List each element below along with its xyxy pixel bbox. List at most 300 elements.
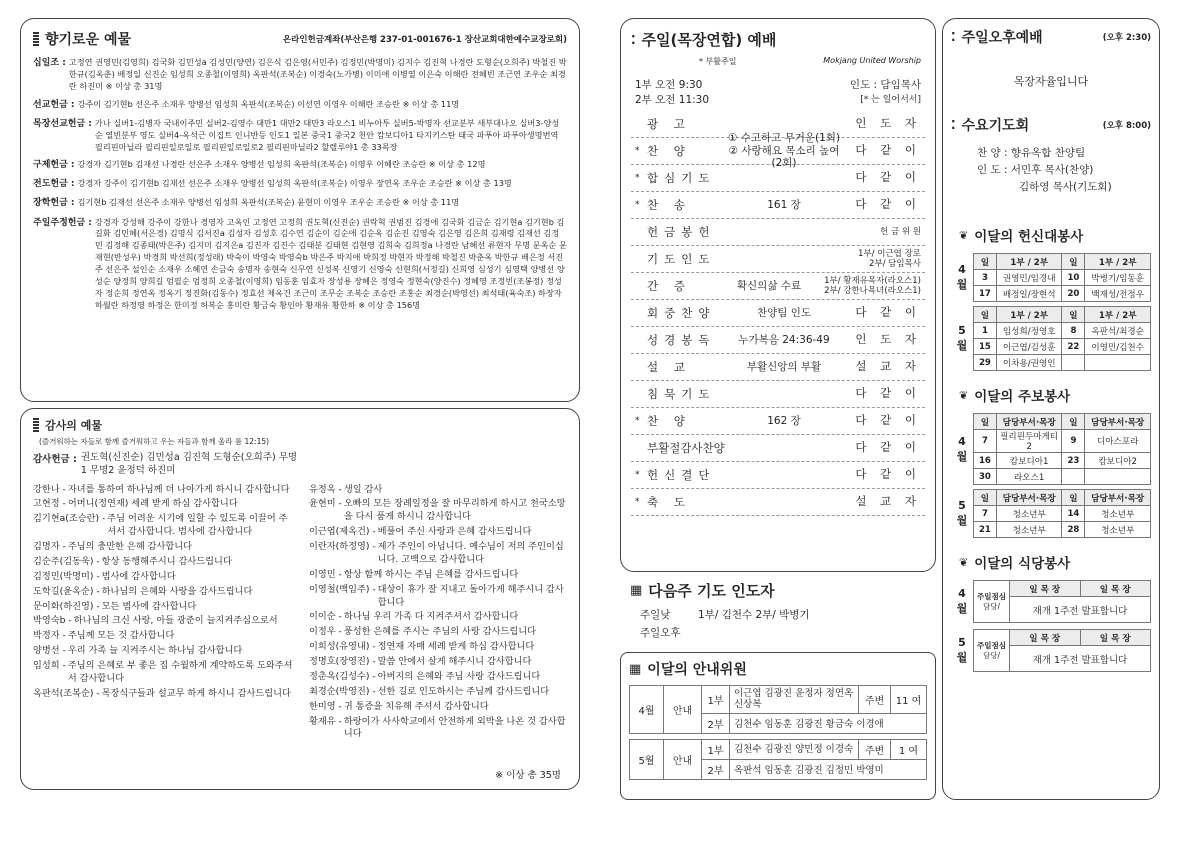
- table-cell: 청소년부: [996, 522, 1062, 538]
- table-cell: 3: [974, 270, 997, 286]
- table-cell: 캄보디아2: [1085, 453, 1151, 469]
- worship-item-title: 회중찬양: [647, 306, 716, 320]
- table-row: [974, 630, 1151, 646]
- kitchen-role-line2: 담당/: [982, 650, 1001, 660]
- thanks-entry: [33, 556, 295, 569]
- worship-item-title: 기도인도: [647, 252, 716, 266]
- guides-part1-names: 이근엽 김광진 윤정자 정연옥 신상복: [730, 686, 859, 714]
- table-cell: 20: [1062, 286, 1085, 302]
- kitchen-title: 이달의 식당봉사: [974, 556, 1071, 573]
- table-cell: 17: [974, 286, 997, 302]
- section-mark-icon: [33, 32, 39, 46]
- table-cell: 박병기/임동훈: [1085, 270, 1151, 286]
- thanks-entry-text: 아버지의 은혜와 주님 사랑 감사드립니다: [377, 670, 541, 682]
- sidebar-box: [942, 18, 1160, 800]
- table-cell: 이차용/권영인: [996, 355, 1062, 371]
- kitchen-month-label: [951, 580, 973, 623]
- worship-item-content: 누가복음 24:36-49: [738, 333, 830, 346]
- thanks-entry-text: 생일 감사: [343, 483, 383, 495]
- thanks-offering-text: 권도혁(신진순) 김민성a 김진혁 도형순(오희주) 무명1 무명2 윤정덕 하진미: [80, 452, 298, 477]
- table-cell: 디아스포라: [1085, 430, 1151, 453]
- table-header-cell: 담당부서·목장: [996, 490, 1062, 506]
- leaf-icon: ❦: [959, 388, 969, 402]
- worship-item-title: 찬 양: [647, 144, 691, 158]
- guides-row: [630, 739, 927, 759]
- offering-section: [33, 178, 567, 191]
- thanks-entry-text: 어머니(정연재) 세례 받게 하심 감사합니다: [67, 498, 238, 510]
- worship-item: [631, 435, 925, 462]
- guides-month: 4월: [630, 686, 664, 734]
- table-cell: 22: [1062, 339, 1085, 355]
- table-cell: 캄보디아1: [996, 453, 1062, 469]
- thanks-entry-text: 우리 가족 늘 지켜주시는 하나님 감사합니다: [67, 645, 243, 657]
- next-prayer-section: [620, 578, 936, 648]
- worship-item: [631, 381, 925, 408]
- table-header: [974, 307, 1151, 323]
- offering-section-names: 강주이 김기현b 선은주 소재우 양병선 임성희 옥판석(조복순) 이선연 이영우 이해란 조승란 ※ 이상 총 11명: [77, 98, 460, 109]
- stand-mark: *: [635, 497, 640, 507]
- offering-box: [20, 18, 580, 402]
- next-prayer-title: 다음주 기도 인도자: [648, 582, 775, 600]
- table-cell: 21: [974, 522, 997, 538]
- offering-section: [33, 99, 567, 112]
- guides-part2-names: 김천수 임동훈 김광진 황금숙 이경애: [730, 713, 927, 733]
- thanks-entry-name: 이영철(백임주) -: [309, 583, 376, 595]
- stand-mark: *: [635, 146, 640, 156]
- wednesday-praise: 찬 양 : 향유옥합 찬양팀: [977, 147, 1086, 159]
- worship-item-person: 1부/ 이근엽 장로 2부/ 담임목사: [858, 248, 921, 269]
- table-header: [974, 414, 1151, 430]
- worship-item-title: 헌신결단: [647, 468, 716, 482]
- stand-mark: *: [635, 173, 640, 183]
- next-prayer-afternoon-label: 주일오후: [640, 627, 681, 639]
- thanks-entry-name: 김명자 -: [33, 541, 66, 553]
- thanks-entry-text: 모든 범사에 감사합니다: [101, 600, 197, 612]
- table-header-cell: 일: [974, 490, 997, 506]
- table-cell: 백재성/전정우: [1085, 286, 1151, 302]
- worship-item-person: 설 교 자: [855, 494, 921, 509]
- guides-title: 이달의 안내위원: [647, 662, 747, 678]
- offering-section: [33, 118, 567, 154]
- kitchen-role: [974, 630, 1010, 672]
- worship-item-person: 1부/ 황재유목자(라오스1) 2부/ 강한나목녀(라오스1): [824, 275, 921, 296]
- worship-item-title: 성경봉독: [647, 333, 716, 347]
- thanks-entry: [309, 641, 567, 654]
- bulletin-tables: [951, 413, 1151, 538]
- thanks-entry-text: 자녀를 통하여 하나님께 더 나아가게 하시니 감사합니다: [67, 483, 290, 495]
- worship-item-title: 침묵기도: [647, 387, 716, 401]
- offering-section: [33, 217, 567, 312]
- table-header-cell: 1부 / 2부: [996, 307, 1062, 323]
- worship-item-content: 찬양팀 인도: [756, 306, 812, 319]
- worship-order: [631, 111, 925, 516]
- thanks-entry-name: 옥판석(조복순) -: [33, 687, 100, 699]
- kitchen-text: 재개 1주전 발표합니다: [1010, 597, 1151, 623]
- month-number: 5: [958, 499, 966, 513]
- thanks-entry: [309, 584, 567, 610]
- service-table: [973, 253, 1151, 302]
- table-header-cell: 일 목 장: [1080, 581, 1151, 597]
- thanks-entry-text: 대상이 휴가 잘 지내고 돌아가게 해주시니 감사합니다: [377, 583, 564, 608]
- offering-section-label: 주일주정헌금 :: [33, 217, 92, 228]
- worship-item-person: 다 같 이: [855, 386, 921, 401]
- thanks-entry-text: 하나님 우리 가족 다 지켜주셔서 감사합니다: [343, 611, 519, 623]
- kitchen-month-label: [951, 629, 973, 672]
- offering-section: [33, 57, 567, 93]
- thanks-entry: [33, 630, 295, 643]
- thanks-entry-text: 주님 어려운 시기에 일할 수 있도록 이끌어 주셔서 감사합니다. 범사에 감사합니다: [107, 513, 288, 538]
- month-number: 4: [958, 434, 966, 448]
- thanks-entry: [309, 569, 567, 582]
- month-unit: 월: [956, 514, 968, 528]
- online-account: 온라인헌금계좌(부산은행 237-01-001676-1 장산교회대한예수교장로회): [282, 35, 567, 45]
- worship-item-person: 다 같 이: [855, 440, 921, 455]
- offering-section-names: 가나 실버1-김병자 국내이주민 실버2-김영수 대만1 대만2 대만3 라오스1 비누아투 실버5-박명자 선교분부 새부대나오 실버3-양성순 열빈분부 영도 실버4-옥석근 이집트 인니반등 인도1 일본 중국1 중국2 천안 캄보디아1 타지키스탄 태국 파푸아 파푸아생명번역 필리핀마닐라 필리핀일로일로 필리핀일로일로2 필리핀마닐라2 할렐루야1 총 33목장: [94, 117, 560, 152]
- thanks-left-column: [33, 484, 295, 744]
- worship-time1: 1부 오전 9:30: [635, 79, 703, 91]
- worship-stand-note: [* 는 일어서서]: [860, 95, 921, 105]
- stand-mark: *: [635, 200, 640, 210]
- table-cell: 28: [1062, 522, 1085, 538]
- table-cell: 청소년부: [1085, 522, 1151, 538]
- thanks-entry-text: 주님의 충만한 은혜 감사합니다: [67, 541, 193, 553]
- worship-item-person: 헌 금 위 원: [880, 226, 921, 237]
- thanks-subtitle: (즐거워하는 자들로 함께 즐거워하고 우는 자들과 함께 울라 롬 12:15): [39, 437, 270, 446]
- thanks-entry: [33, 513, 295, 539]
- thanks-entry-text: 주님의 은혜로 부 좋은 집 수월하게 계약하도록 도와주셔서 감사합니다: [67, 660, 293, 684]
- bulletin-table: [973, 489, 1151, 538]
- dots-icon: ⁚: [951, 30, 956, 44]
- worship-item: [631, 300, 925, 327]
- thanks-entry-text: 항상 함께 하시는 주님 은혜를 감사드립니다: [343, 568, 519, 580]
- table-header: [974, 490, 1151, 506]
- worship-item-title: 광 고: [647, 117, 691, 131]
- worship-item: [631, 246, 925, 273]
- thanks-entry-name: 양병선 -: [33, 645, 66, 657]
- worship-item-title: 부활절감사찬양: [647, 441, 725, 455]
- worship-note: * 부활주일: [699, 57, 737, 66]
- offering-section-label: 십일조 :: [33, 58, 66, 68]
- table-header-cell: 일: [974, 307, 997, 323]
- worship-item-person: 설 교 자: [855, 359, 921, 374]
- month-number: 4: [958, 263, 966, 277]
- thanks-entry-text: 목장식구들과 설교무 하게 하시니 감사드립니다: [101, 687, 291, 699]
- offering-section-label: 전도헌금 :: [33, 179, 75, 190]
- thanks-entry-text: 제가 주인이 아닙니다. 예수님이 저의 주인이십니다. 고백으로 감사합니다: [377, 541, 564, 565]
- thanks-entry-name: 임성희 -: [33, 660, 66, 672]
- worship-item-title: 합심기도: [647, 171, 716, 185]
- guides-part2-names: 옥판석 임동훈 김광진 김정민 박영미: [730, 759, 927, 779]
- table-cell: [1085, 469, 1151, 485]
- kitchen-role-line1: 주일점심: [977, 592, 1006, 602]
- month-unit: 월: [956, 339, 968, 353]
- table-row: [974, 355, 1151, 371]
- thanks-entry: [309, 671, 567, 684]
- thanks-entry-text: 하랑이가 사사학교에서 안전하게 외박을 나온 것 감사합니다: [343, 715, 566, 740]
- table-header-cell: 일 목 장: [1010, 581, 1081, 597]
- thanks-entry: [33, 688, 295, 701]
- table-cell: 이영민/김천수: [1085, 339, 1151, 355]
- table-header-cell: 일: [1062, 254, 1085, 270]
- thanks-entry-text: 하나님의 크신 사랑, 아들 광준이 늘지켜주심으로서: [73, 615, 278, 627]
- guides-part2: 2부: [702, 713, 730, 733]
- worship-item-content: 확신의삶 수료: [736, 279, 802, 292]
- thanks-entry: [33, 601, 295, 614]
- worship-item: [631, 192, 925, 219]
- thanks-entry-name: 박영숙b -: [33, 615, 72, 627]
- worship-item-person: 인 도 자: [855, 332, 921, 347]
- guides-box: [620, 652, 936, 800]
- thanks-entry-text: 오빠의 모든 장례일정을 잘 마무리하게 하시고 천국소망을 다시 품게 하시니 감사합니다: [343, 498, 566, 523]
- worship-item-person: 다 같 이: [855, 305, 921, 320]
- thanks-entry: [33, 484, 295, 497]
- worship-item-title: 헌금봉헌: [647, 225, 716, 239]
- leaf-icon: ❦: [959, 228, 969, 242]
- table-cell: 배정일/장현석: [996, 286, 1062, 302]
- table-cell: 7: [974, 506, 997, 522]
- guides-part1: 1부: [702, 686, 730, 714]
- thanks-offering-label: 감사헌금 :: [33, 454, 77, 465]
- thanks-entry-text: 귀 통증을 치유해 주셔서 감사합니다: [343, 700, 489, 712]
- service-table: [973, 306, 1151, 371]
- table-header-cell: 일: [1062, 307, 1085, 323]
- leaf-icon: ❦: [959, 555, 969, 569]
- wednesday-lead2: 김하영 목사(기도회): [1019, 180, 1112, 193]
- thanks-entry: [33, 571, 295, 584]
- thanks-entry-text: 하나님의 은혜와 사랑을 감사드립니다: [101, 585, 253, 597]
- table-row: [974, 453, 1151, 469]
- month-unit: 월: [956, 449, 968, 463]
- table-row: [974, 286, 1151, 302]
- table-header-cell: 1부 / 2부: [1085, 307, 1151, 323]
- bulletin-table: [973, 413, 1151, 485]
- bulletin-month-label: [951, 489, 973, 538]
- worship-item-content: 161 장: [767, 198, 801, 211]
- worship-item: [631, 408, 925, 435]
- table-cell: 15: [974, 339, 997, 355]
- table-header-cell: 1부 / 2부: [1085, 254, 1151, 270]
- afternoon-title: 주일오후예배: [961, 30, 1043, 46]
- stand-mark: *: [635, 416, 640, 426]
- thanks-entry-text: 정연재 자매 세례 받게 하심 감사합니다: [377, 641, 535, 653]
- worship-item: [631, 462, 925, 489]
- table-cell: 29: [974, 355, 997, 371]
- month-unit: 월: [956, 651, 968, 665]
- table-header-cell: 일: [1062, 414, 1085, 430]
- guides-main-value: 11 여: [891, 686, 927, 714]
- wednesday-title: 수요기도회: [961, 118, 1030, 134]
- table-cell: 7: [974, 430, 997, 453]
- worship-item-person: 다 같 이: [855, 413, 921, 428]
- table-header: [974, 254, 1151, 270]
- worship-item: [631, 354, 925, 381]
- table-cell: [1062, 469, 1085, 485]
- thanks-entry-name: 유정옥 -: [309, 483, 342, 495]
- table-header-cell: 일 목 장: [1080, 630, 1151, 646]
- offering-title: 향기로운 예물: [45, 32, 132, 48]
- thanks-entry-text: 풍성한 은혜를 주시는 주님의 사랑 감사드립니다: [343, 626, 536, 638]
- thanks-entry-name: 최경순(박영진) -: [309, 685, 376, 697]
- table-row: [974, 522, 1151, 538]
- worship-item: [631, 219, 925, 246]
- table-cell: 이근엽/김성훈: [996, 339, 1062, 355]
- table-cell: 10: [1062, 270, 1085, 286]
- afternoon-time: (오후 2:30): [1102, 33, 1151, 43]
- worship-item: [631, 132, 925, 170]
- table-cell: 임성희/정영호: [996, 323, 1062, 339]
- bulletin-title: 이달의 주보봉사: [974, 389, 1071, 406]
- kitchen-table: [973, 580, 1151, 623]
- worship-item-person: 인 도 자: [855, 116, 921, 131]
- service-title: 이달의 헌신대봉사: [974, 229, 1084, 246]
- thanks-box: [20, 408, 580, 790]
- kitchen-month-block: [951, 580, 1151, 623]
- thanks-entry-name: 고현정 -: [33, 498, 66, 510]
- month-unit: 월: [956, 278, 968, 292]
- kitchen-month-block: [951, 629, 1151, 672]
- thanks-entry: [33, 498, 295, 511]
- next-prayer-sunday-label: 주일낮: [640, 609, 671, 621]
- table-header-cell: 일 목 장: [1010, 630, 1081, 646]
- guides-part1-names: 김천수 김광진 양민정 이경숙: [730, 739, 859, 759]
- worship-item: [631, 273, 925, 300]
- table-cell: 16: [974, 453, 997, 469]
- thanks-entry-name: 김정민(박명미) -: [33, 570, 100, 582]
- table-cell: 1: [974, 323, 997, 339]
- bulletin-month-block: [951, 489, 1151, 538]
- afternoon-text: 목장자율입니다: [1013, 75, 1089, 88]
- month-number: 5: [958, 324, 966, 338]
- bulletin-month-label: [951, 413, 973, 485]
- thanks-entry: [309, 484, 567, 497]
- guides-part1: 1부: [702, 739, 730, 759]
- thanks-entry-text: 베풀어 주신 사랑과 은혜 감사드립니다: [377, 526, 532, 538]
- thanks-entry: [309, 611, 567, 624]
- table-header-cell: 일: [974, 414, 997, 430]
- worship-en: Mokjang United Worship: [823, 56, 921, 65]
- table-header-cell: 담당부서·목장: [996, 414, 1062, 430]
- table-row: [974, 430, 1151, 453]
- thanks-entry-text: 선한 길로 인도하시는 주님께 감사드립니다: [377, 685, 550, 697]
- table-cell: 옥판석/최경순: [1085, 323, 1151, 339]
- thanks-entry-name: 황재유 -: [309, 715, 342, 727]
- grid-mark-icon: ▦: [629, 661, 642, 677]
- table-header-cell: 일: [974, 254, 997, 270]
- thanks-entry: [33, 586, 295, 599]
- offering-section-names: 강경자 김기현b 김재선 나경란 선은주 소재우 양병선 임성희 옥판석(조복순) 이영우 이혜란 조승란 ※ 이상 총 12명: [77, 159, 486, 170]
- thanks-entry-name: 이근엽(제옥건) -: [309, 526, 376, 538]
- table-header-cell: 담당부서·목장: [1085, 414, 1151, 430]
- worship-item-title: 찬 양: [647, 414, 691, 428]
- thanks-entry-name: 도학길(윤옥순) -: [33, 585, 100, 597]
- thanks-entry-name: 한미영 -: [309, 700, 342, 712]
- thanks-entry: [309, 716, 567, 742]
- offering-section-names: 강경자 강주이 김기현b 김재선 선은주 소재우 양병선 임성희 옥판석(조복순) 이영우 장연옥 조우순 조승란 ※ 이상 총 13명: [77, 178, 512, 189]
- thanks-entry-name: 박정자 -: [33, 630, 66, 642]
- table-row: [974, 581, 1151, 597]
- month-number: 5: [958, 636, 966, 650]
- thanks-entry: [33, 645, 295, 658]
- kitchen-tables: [951, 580, 1151, 672]
- offering-section-label: 구제헌금 :: [33, 160, 75, 171]
- wednesday-time: (오후 8:00): [1102, 121, 1151, 131]
- worship-item-content: 162 장: [767, 414, 801, 427]
- table-cell: 8: [1062, 323, 1085, 339]
- service-month-label: [951, 306, 973, 371]
- table-row: [974, 323, 1151, 339]
- thanks-entry: [309, 626, 567, 639]
- service-tables: [951, 253, 1151, 371]
- table-cell: 필리핀두마게티2: [996, 430, 1062, 453]
- thanks-entry-name: 강한나 -: [33, 483, 66, 495]
- kitchen-table: [973, 629, 1151, 672]
- offering-sections: [33, 57, 567, 312]
- worship-time2: 2부 오전 11:30: [635, 94, 710, 106]
- worship-lead: 인도 : 담임목사: [849, 79, 921, 91]
- thanks-entry-name: 문이화(하진영) -: [33, 600, 100, 612]
- bulletin-month-block: [951, 413, 1151, 485]
- offering-section-names: 김기현b 김재선 선은주 소재우 양병선 임성희 옥판석(조복순) 윤현미 이영우 조우순 조승란 ※ 이상 총 11명: [77, 197, 460, 208]
- stand-mark: *: [635, 470, 640, 480]
- guides-role: 안내: [664, 686, 702, 734]
- thanks-entry-name: 윤현미 -: [309, 498, 342, 510]
- guides-row: [630, 686, 927, 714]
- thanks-entry: [309, 701, 567, 714]
- thanks-entry: [309, 526, 567, 539]
- thanks-title: 감사의 예물: [45, 419, 102, 432]
- table-row: [974, 339, 1151, 355]
- thanks-entry-name: 이희성(유영내) -: [309, 641, 376, 653]
- table-header-cell: 일: [1062, 490, 1085, 506]
- thanks-entry: [309, 498, 567, 524]
- worship-box: [620, 18, 936, 572]
- kitchen-role: [974, 581, 1010, 623]
- worship-item-content: ① 수고하고 무거운(1회) ② 사랑해요 목소리 높여(2회): [727, 132, 841, 170]
- guides-main: 주변: [859, 739, 891, 759]
- service-month-label: [951, 253, 973, 302]
- table-header-cell: 담당부서·목장: [1085, 490, 1151, 506]
- table-row: [974, 270, 1151, 286]
- next-prayer-sunday-value: 1부/ 김천수 2부/ 박병기: [698, 609, 810, 621]
- guides-main-value: 1 여: [891, 739, 927, 759]
- thanks-entry-text: 항상 동행해주시니 감사드립니다: [101, 555, 232, 567]
- thanks-entry-name: 정명호(장영진) -: [309, 656, 376, 668]
- kitchen-role-line2: 담당/: [982, 601, 1001, 611]
- thanks-entry-text: 범사에 감사합니다: [101, 570, 176, 582]
- service-month-block: [951, 253, 1151, 302]
- thanks-entry-name: 이이순 -: [309, 611, 342, 623]
- table-cell: 14: [1062, 506, 1085, 522]
- offering-section-label: 선교헌금 :: [33, 99, 75, 110]
- worship-item-person: 다 같 이: [855, 467, 921, 482]
- table-header-cell: 1부 / 2부: [996, 254, 1062, 270]
- offering-section-names: 강경자 강성해 강주이 강한나 경영자 고옥인 고정연 고정희 권도혁(신진순) 권락혁 권범진 김경애 김국화 김금순 김기현a 김기현b 김길화 김민혜(서은경) 김명식 김서진a 김성자 김성호 김수연 김순이 김순애 김순옥 김순진 김영숙 김은영 김은희 김재령 김재선 김정민 김정해 김종태(박은주) 김지미 김지은a 김진자 김진수 김태분 김태현 김현영 김희숙 김희정a 나경란 남혜선 류현자 무명 문옥순 문재현(반성우) 박경희 박선희(정성래) 박숙이 박영숙 박영숙b 박은주 박지애 박희정 박현자 박정해 박철진 박춘옥 박한규 배은정 서진주 선은주 설인순 소재우 소혜연 손금숙 송명자 송현숙 신무연 신성복 신영기 신영숙 신현희(서정길) 신희영 심성기 심영택 양병선 양성순 양정희 양희길 엄필순 엄정희 오종철(이영희) 임동훈 임효자 장성용 장혜은 정영숙 정현숙(양진수) 정혜영 조정빈(조봉정) 정성자 정순희 정연옥 정옥기 정진화(김동수) 정효선 제옥건 조근미 조무순 조복순 조승란 조홍순 최경순(박영선) 최석태(육숙조) 하장자 하월란 하정영 하정은 한미정 허복순 홍미란 황금숙 황인아 황재유 황한하 ※ 이상 총 156명: [94, 216, 567, 310]
- offering-section: [33, 159, 567, 172]
- guides-month: 5월: [630, 739, 664, 779]
- table-cell: 권영민/임경내: [996, 270, 1062, 286]
- worship-item: [631, 489, 925, 516]
- thanks-total: ※ 이상 총 35명: [495, 770, 561, 781]
- worship-item-person: 다 같 이: [855, 143, 921, 158]
- thanks-entry: [33, 541, 295, 554]
- worship-item-content: 부활신앙의 부활: [746, 360, 822, 373]
- worship-item-person: 다 같 이: [855, 170, 921, 185]
- offering-section-label: 목장선교헌금 :: [33, 118, 92, 129]
- worship-item-title: 찬 송: [647, 198, 691, 212]
- wednesday-lead: 인 도 : 서민후 목사(찬양): [977, 163, 1094, 176]
- offering-section: [33, 197, 567, 210]
- thanks-entry-text: 주님께 모든 것 감사합니다: [67, 630, 175, 642]
